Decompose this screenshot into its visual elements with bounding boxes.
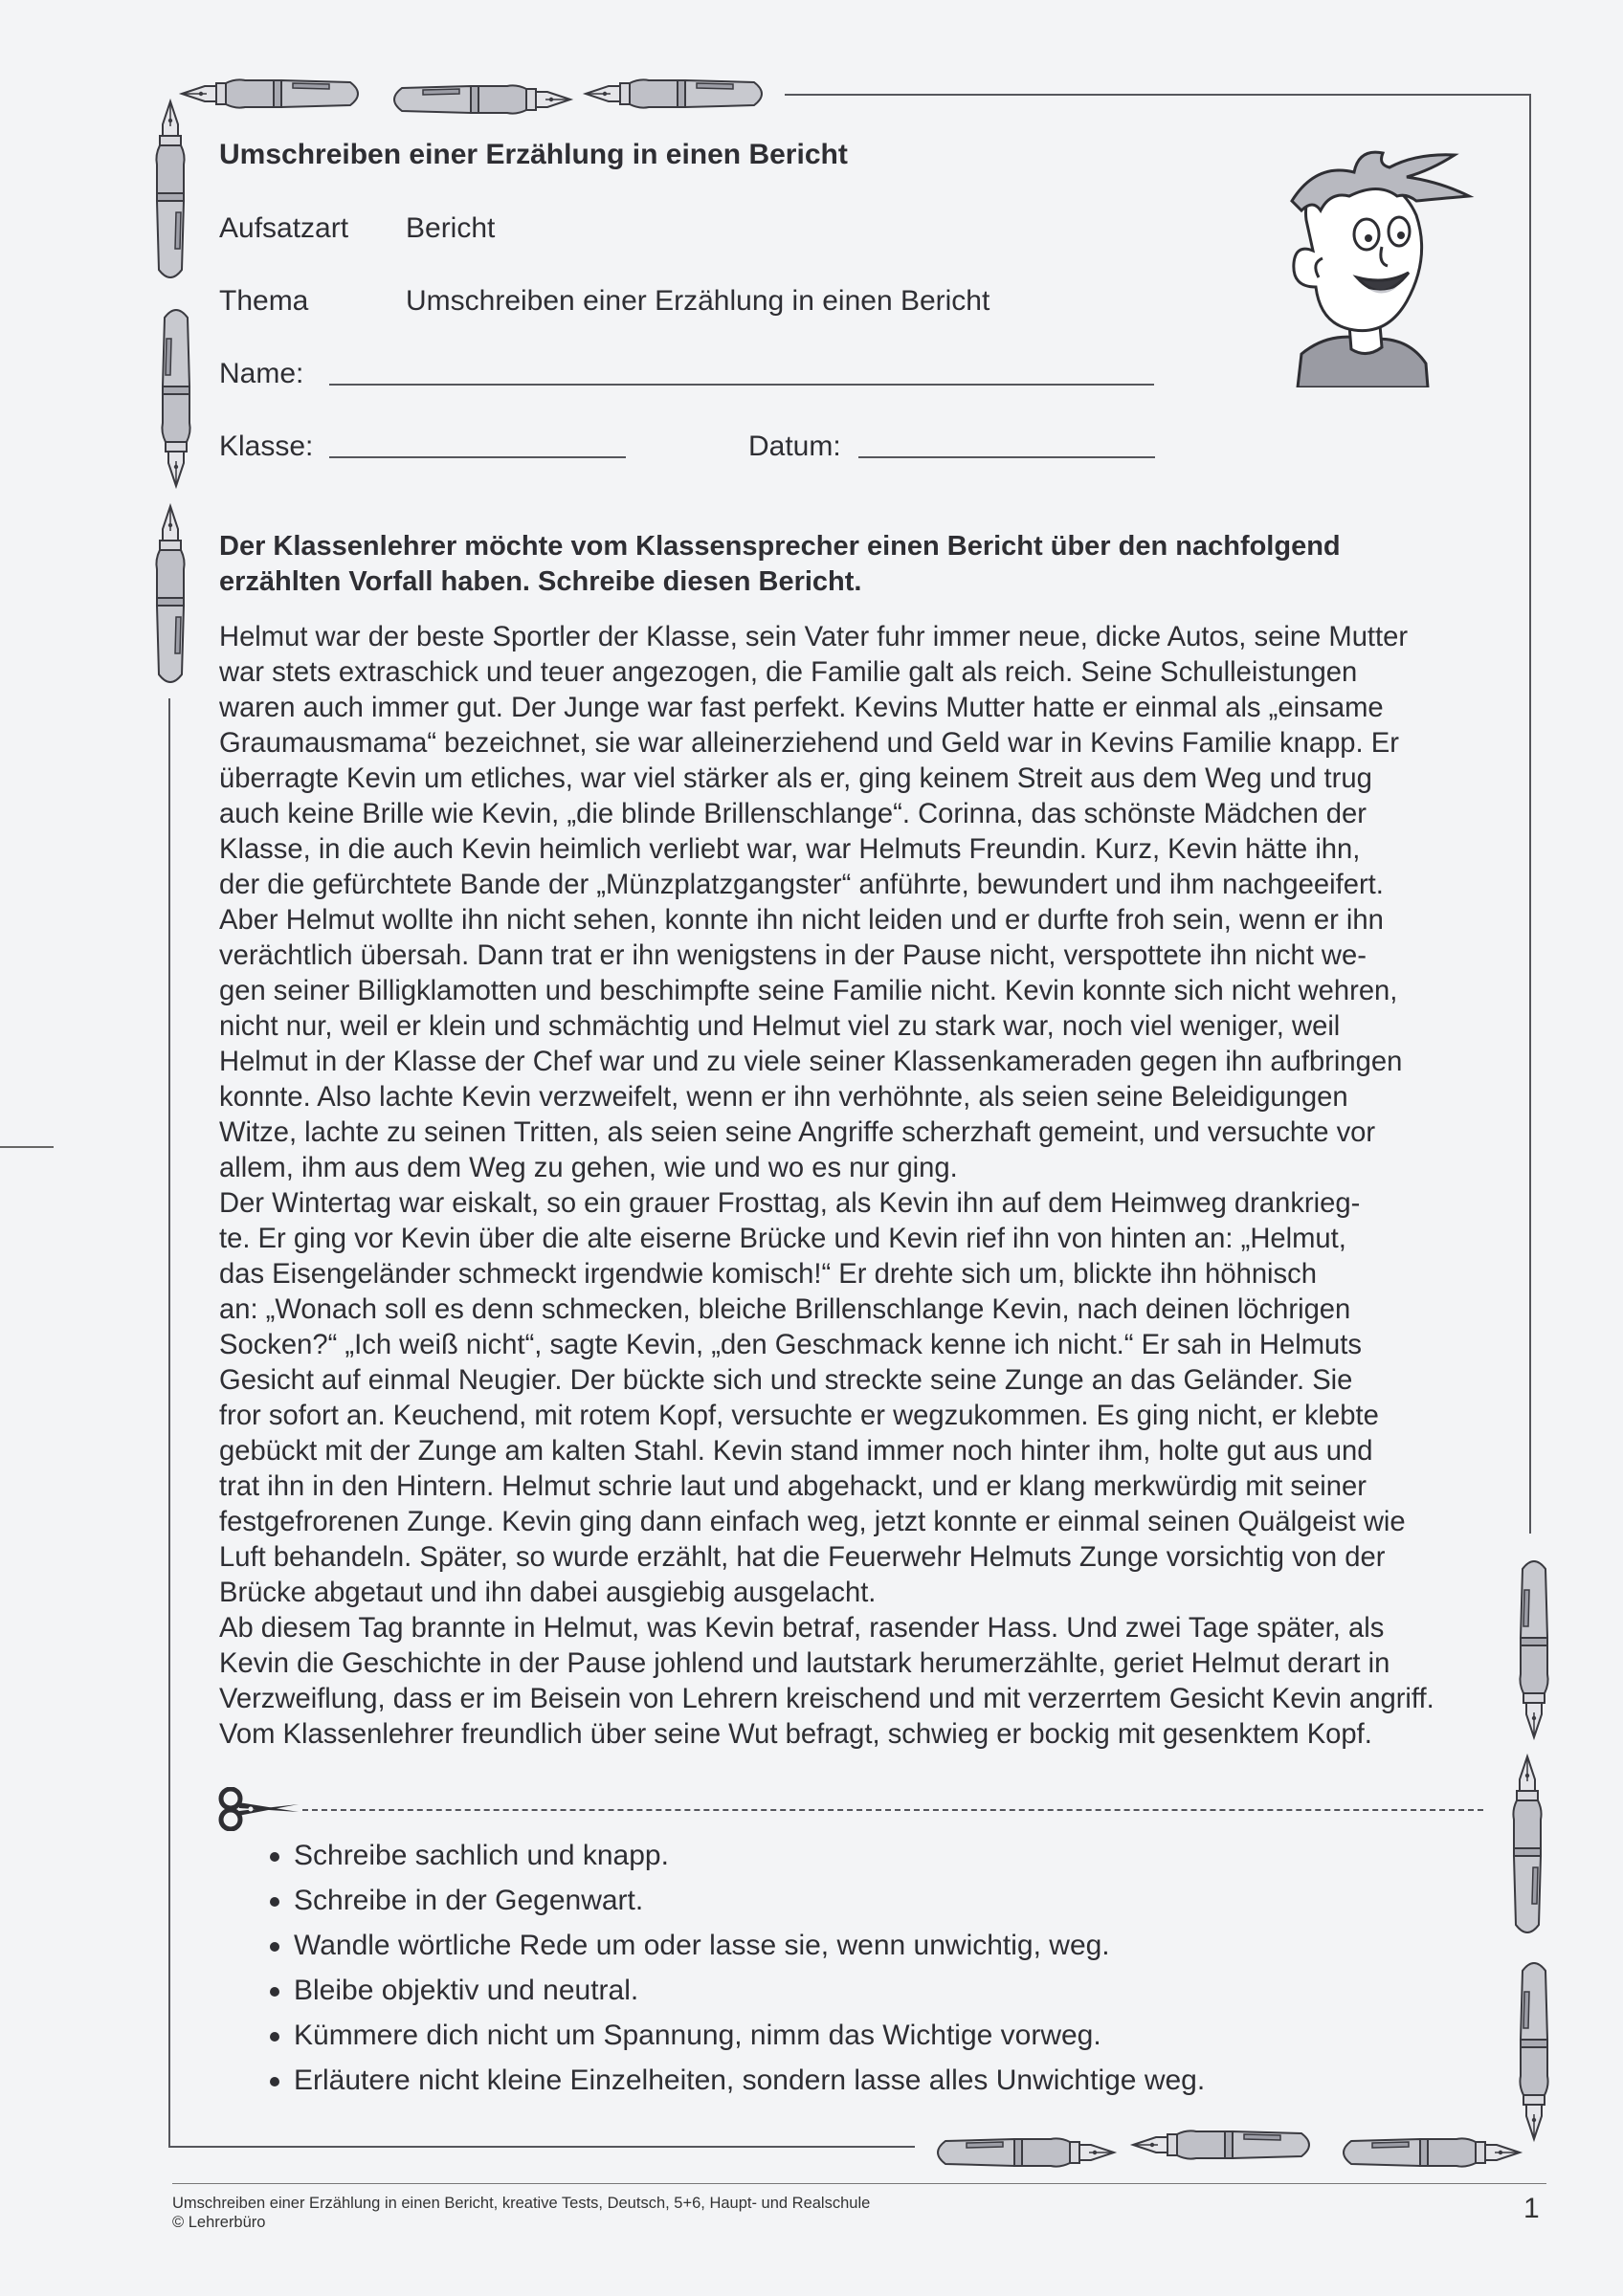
story-paragraph: Der Wintertag war eiskalt, so ein grauer Frosttag, als Kevin ihn auf dem Heimweg drankrieg- te. Er ging vor Kevin über die alte eiserne Brücke und Kevin rief ihn von hinten an: „Helmut, das Eisengeländer schmeckt irgendwie komisch!“ Er drehte sich um, blickte ihn höhnisch an: „Wonach soll es denn schmecken, bleiche Brillenschlange Kevin, nach deinen löchrigen Socken?“ „Ich weiß nicht“, sagte Kevin, „den Geschmack kenne ich nicht.“ Er sah in Helmuts Gesicht auf einmal Neugier. Der bückte sich und streckte seine Zunge an das Geländer. Sie fror sofort an. Keuchend, mit rotem Kopf, versuchte er wegzukommen. Es ging nicht, er klebte gebückt mit der Zunge am kalten Stahl. Kevin stand immer noch hinter ihm, holte gut aus und trat ihn in den Hintern. Helmut schrie laut und abgehackt, und er klang merkwürdig mit seiner festgefrorenen Zunge. Kevin ging dann einfach weg, jetzt konnte er einmal seinen Quälgeist wie Luft behandeln. Später, so wurde erzählt, hat die Feuerwehr Helmuts Zunge vorsichtig von der Brücke abgetaut und ihn dabei ausgiebig ausgelacht. xyxy=(219,1188,1406,1608)
page-number: 1 xyxy=(1523,2193,1540,2224)
thema-label: Thema xyxy=(219,285,309,317)
fountain-pen-icon xyxy=(1515,1952,1553,2143)
margin-mark xyxy=(0,1146,54,1148)
fountain-pen-icon xyxy=(383,80,574,119)
frame-right-line xyxy=(1529,94,1531,1534)
tip-item: Wandle wörtliche Rede um oder lasse sie, wenn unwichtig, weg. xyxy=(268,1929,1205,1974)
datum-label: Datum: xyxy=(748,430,841,462)
fountain-pen-icon xyxy=(1332,2133,1523,2172)
footer-separator xyxy=(172,2183,1546,2184)
thema-value: Umschreiben einer Erzählung in einen Bericht xyxy=(406,285,990,317)
fountain-pen-icon xyxy=(151,502,189,694)
datum-line[interactable] xyxy=(858,456,1155,458)
footer xyxy=(172,2194,870,2232)
fountain-pen-icon xyxy=(1515,1550,1553,1741)
fountain-pen-icon xyxy=(157,298,195,490)
aufsatzart-label: Aufsatzart xyxy=(219,212,349,244)
footer-source: Umschreiben einer Erzählung in einen Bericht, kreative Tests, Deutsch, 5+6, Haupt- und Realschule xyxy=(172,2195,871,2212)
fountain-pen-icon xyxy=(582,75,773,113)
frame-top-line xyxy=(785,94,1531,96)
footer-copyright: © Lehrerbüro xyxy=(172,2214,266,2231)
tip-item: Schreibe in der Gegenwart. xyxy=(268,1884,1205,1929)
fountain-pen-icon xyxy=(1129,2126,1321,2164)
worksheet-title: Umschreiben einer Erzählung in einen Bericht xyxy=(219,139,848,170)
tips-list xyxy=(268,1839,1205,2108)
fountain-pen-icon xyxy=(926,2133,1118,2172)
story-paragraph: Ab diesem Tag brannte in Helmut, was Kevin betraf, rasender Hass. Und zwei Tage später, als Kevin die Geschichte in der Pause johlend und lautstark herumerzählte, geriet Helmut derart in Verzweiflung, dass er im Beisein von Lehrern kreischend und mit verzerrtem Gesicht Kevin angriff. Vom Klassenlehrer freundlich über seine Wut befragt, schwieg er bockig mit gesenktem Kopf. xyxy=(219,1613,1434,1750)
aufsatzart-value: Bericht xyxy=(406,212,496,244)
story-text xyxy=(219,620,1492,1753)
tip-item: Schreibe sachlich und knapp. xyxy=(268,1839,1205,1884)
fountain-pen-icon xyxy=(178,75,369,113)
frame-bottom-line xyxy=(168,2146,915,2148)
klasse-line[interactable] xyxy=(329,456,626,458)
name-label: Name: xyxy=(219,358,304,389)
name-line[interactable] xyxy=(329,384,1154,386)
frame-left-line xyxy=(168,698,170,2147)
tip-item: Kümmere dich nicht um Spannung, nimm das Wichtige vorweg. xyxy=(268,2019,1205,2064)
fountain-pen-icon xyxy=(1508,1753,1546,1944)
tip-item: Erläutere nicht kleine Einzelheiten, sondern lasse alles Unwichtige weg. xyxy=(268,2064,1205,2108)
klasse-label: Klasse: xyxy=(219,430,314,462)
scissors-icon xyxy=(218,1787,300,1831)
dashed-cut-line xyxy=(302,1809,1483,1811)
smiling-boy-icon xyxy=(1263,144,1483,387)
task-instruction: Der Klassenlehrer möchte vom Klassensprecher einen Bericht über den nachfolgend erzählten Vorfall haben. Schreibe diesen Bericht. xyxy=(219,531,1341,597)
tip-item: Bleibe objektiv und neutral. xyxy=(268,1974,1205,2019)
fountain-pen-icon xyxy=(151,98,189,289)
story-paragraph: Helmut war der beste Sportler der Klasse, sein Vater fuhr immer neue, dicke Autos, seine Mutter war stets extraschick und teuer angezogen, die Familie galt als reich. Seine Schulleistungen waren auch immer gut. Der Junge war fast perfekt. Kevins Mutter hatte er einmal als „einsame Graumausmama“ bezeichnet, sie war alleinerziehend und Geld war in Kevins Familie knapp. Er überragte Kevin um etliches, war viel stärker als er, ging keinem Streit aus dem Weg und trug auch keine Brille wie Kevin, „die blinde Brillenschlange“. Corinna, das schönste Mädchen der Klasse, in die auch Kevin heimlich verliebt war, war Helmuts Freundin. Kurz, Kevin hätte ihn, der die gefürchtete Bande der „Münzplatzgangster“ anführte, bewundert und ihm nachgeeifert. Aber Helmut wollte ihn nicht sehen, konnte ihn nicht leiden und er durfte froh sein, wenn er ihn verächtlich übersah. Dann trat er ihn wenigstens in der Pause nicht, verspottete ihn nicht we- gen seiner Billigklamotten und beschimpfte seine Familie nicht. Kevin konnte sich nicht wehren, nicht nur, weil er klein und schmächtig und Helmut viel zu stark war, noch viel weniger, weil Helmut in der Klasse der Chef war und zu viele seiner Klassenkameraden gegen ihn aufbringen konnte. Also lachte Kevin verzweifelt, wenn er ihn verhöhnte, als seien seine Beleidigungen Witze, lachte zu seinen Tritten, als seien seine Angriffe scherzhaft gemeint, und versuchte vor allem, ihm aus dem Weg zu gehen, wie und wo es nur ging. xyxy=(219,622,1409,1183)
